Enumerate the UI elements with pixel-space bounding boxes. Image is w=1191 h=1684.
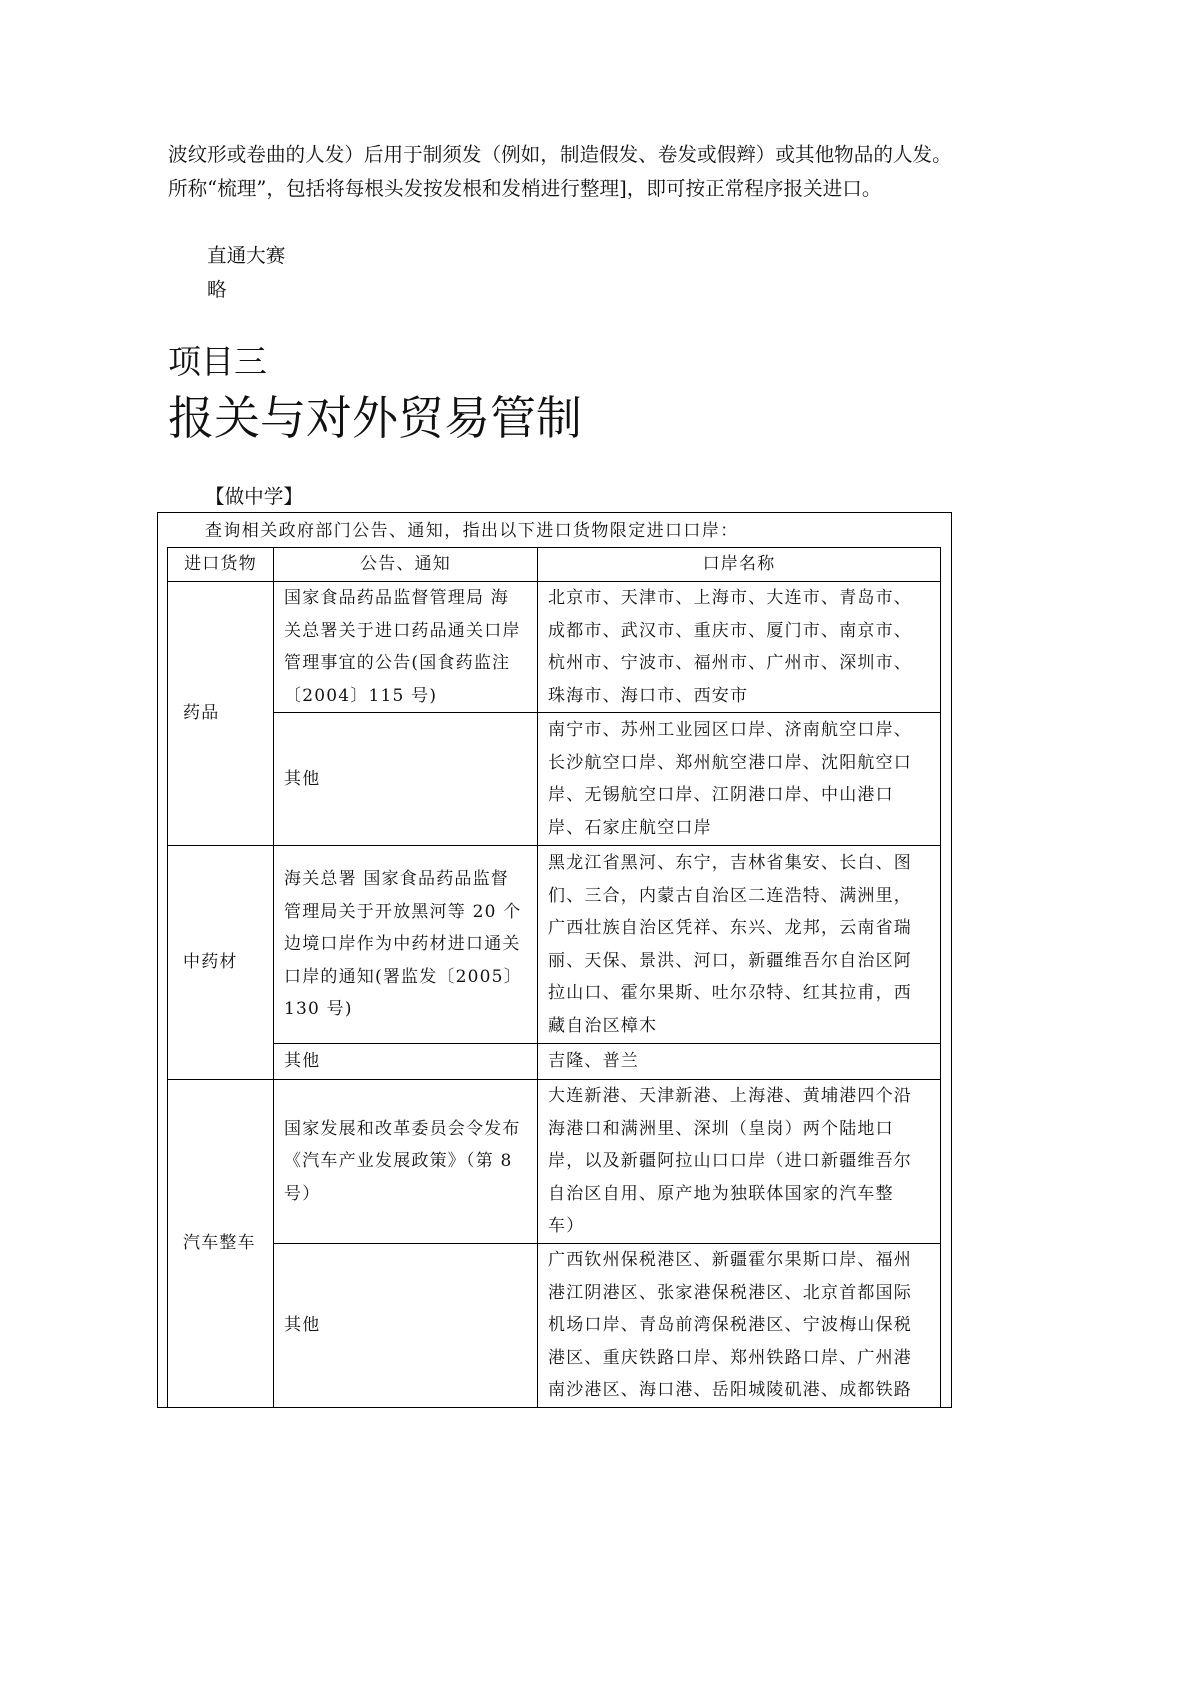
project-title: 报关与对外贸易管制 bbox=[168, 391, 582, 445]
ports-line: 广西壮族自治区凭祥、东兴、龙邦，云南省瑞 bbox=[548, 918, 912, 938]
ports-cell bbox=[537, 1043, 941, 1080]
ports-line: 岸、石家庄航空口岸 bbox=[548, 817, 712, 838]
ports-line: 们、三合，内蒙古自治区二连浩特、满洲里， bbox=[548, 885, 912, 906]
ports-cell bbox=[537, 1243, 941, 1408]
ports-line: 港江阴港区、张家港保税港区、北京首都国际 bbox=[548, 1282, 912, 1303]
ports-line: 丽、天保、景洪、河口，新疆维吾尔自治区阿 bbox=[548, 950, 912, 971]
ports-line: 大连新港、天津新港、上海港、黄埔港四个沿 bbox=[548, 1086, 912, 1107]
ports-cell bbox=[537, 581, 941, 713]
paragraph-line: 波纹形或卷曲的人发）后用于制须发（例如，制造假发、卷发或假辫）或其他物品的人发。 bbox=[168, 143, 952, 166]
activity-label: 【做中学】 bbox=[205, 485, 303, 508]
ports-line: 机场口岸、青岛前湾保税港区、宁波梅山保税 bbox=[548, 1315, 912, 1336]
ports-line: 长沙航空口岸、郑州航空港口岸、沈阳航空口 bbox=[548, 752, 912, 773]
notice-line: 其他 bbox=[284, 1315, 321, 1336]
notice-cell bbox=[273, 581, 538, 713]
goods-label: 汽车整车 bbox=[183, 1233, 256, 1254]
notice-line: 关总署关于进口药品通关口岸 bbox=[284, 620, 521, 641]
notice-line: 海关总署 国家食品药品监督 bbox=[284, 869, 510, 890]
notice-line: 130 号) bbox=[284, 999, 353, 1020]
notice-line: 号） bbox=[284, 1183, 321, 1204]
ports-line: 自治区自用、原产地为独联体国家的汽车整 bbox=[548, 1183, 894, 1204]
ports-cell bbox=[537, 712, 941, 846]
ports-line: 杭州市、宁波市、福州市、广州市、深圳市、 bbox=[548, 653, 912, 673]
notice-line: 《汽车产业发展政策》（第 8 bbox=[284, 1151, 513, 1172]
ports-line: 成都市、武汉市、重庆市、厦门市、南京市、 bbox=[548, 620, 912, 641]
ports-line: 吉隆、普兰 bbox=[548, 1051, 639, 1072]
ports-line: 北京市、天津市、上海市、大连市、青岛市、 bbox=[548, 588, 912, 608]
notice-line: 管理局关于开放黑河等 20 个 bbox=[284, 901, 522, 922]
goods-cell bbox=[167, 845, 274, 1080]
section-heading: 直通大赛 bbox=[207, 244, 286, 267]
notice-cell bbox=[273, 1043, 538, 1080]
notice-cell bbox=[273, 712, 538, 846]
notice-line: 〔2004〕115 号) bbox=[284, 685, 438, 706]
ports-line: 南宁市、苏州工业园区口岸、济南航空口岸、 bbox=[548, 720, 912, 740]
header-ports: 口岸名称 bbox=[537, 547, 941, 582]
notice-line: 国家发展和改革委员会令发布 bbox=[284, 1118, 521, 1139]
ports-line: 南沙港区、海口港、岳阳城陵矶港、成都铁路 bbox=[548, 1380, 912, 1401]
notice-line: 其他 bbox=[284, 768, 321, 789]
ports-line: 黑龙江省黑河、东宁，吉林省集安、长白、图 bbox=[548, 853, 912, 873]
ports-line: 珠海市、海口市、西安市 bbox=[548, 685, 749, 706]
notice-line: 管理事宜的公告(国食药监注 bbox=[284, 653, 511, 673]
ports-cell bbox=[537, 1079, 941, 1244]
goods-label: 药品 bbox=[183, 703, 220, 724]
ports-line: 岸，以及新疆阿拉山口口岸（进口新疆维吾尔 bbox=[548, 1151, 912, 1172]
notice-line: 其他 bbox=[284, 1051, 321, 1072]
project-number: 项目三 bbox=[168, 342, 267, 381]
notice-cell bbox=[273, 1243, 538, 1408]
ports-line: 拉山口、霍尔果斯、吐尔尕特、红其拉甫，西 bbox=[548, 983, 912, 1003]
goods-cell bbox=[167, 1079, 274, 1408]
header-notice: 公告、通知 bbox=[273, 547, 538, 582]
ports-line: 岸、无锡航空口岸、江阴港口岸、中山港口 bbox=[548, 785, 894, 805]
goods-cell bbox=[167, 581, 274, 846]
paragraph-line: 所称“梳理”，包括将每根头发按发根和发梢进行整理]，即可按正常程序报关进口。 bbox=[168, 177, 882, 200]
ports-line: 港区、重庆铁路口岸、郑州铁路口岸、广州港 bbox=[548, 1347, 912, 1368]
ports-cell bbox=[537, 845, 941, 1044]
ports-line: 广西钦州保税港区、新疆霍尔果斯口岸、福州 bbox=[548, 1250, 912, 1271]
activity-prompt: 查询相关政府部门公告、通知，指出以下进口货物限定进口口岸： bbox=[205, 521, 739, 541]
goods-label: 中药材 bbox=[183, 952, 238, 973]
ports-line: 藏自治区樟木 bbox=[548, 1015, 658, 1036]
section-content: 略 bbox=[207, 278, 227, 301]
notice-line: 国家食品药品监督管理局 海 bbox=[284, 588, 510, 608]
notice-line: 口岸的通知(署监发〔2005〕 bbox=[284, 966, 522, 987]
notice-cell bbox=[273, 1079, 538, 1244]
header-goods: 进口货物 bbox=[167, 547, 274, 582]
ports-line: 车） bbox=[548, 1216, 585, 1237]
ports-line: 海港口和满洲里、深圳（皇岗）两个陆地口 bbox=[548, 1118, 894, 1139]
notice-line: 边境口岸作为中药材进口通关 bbox=[284, 934, 521, 955]
notice-cell bbox=[273, 845, 538, 1044]
